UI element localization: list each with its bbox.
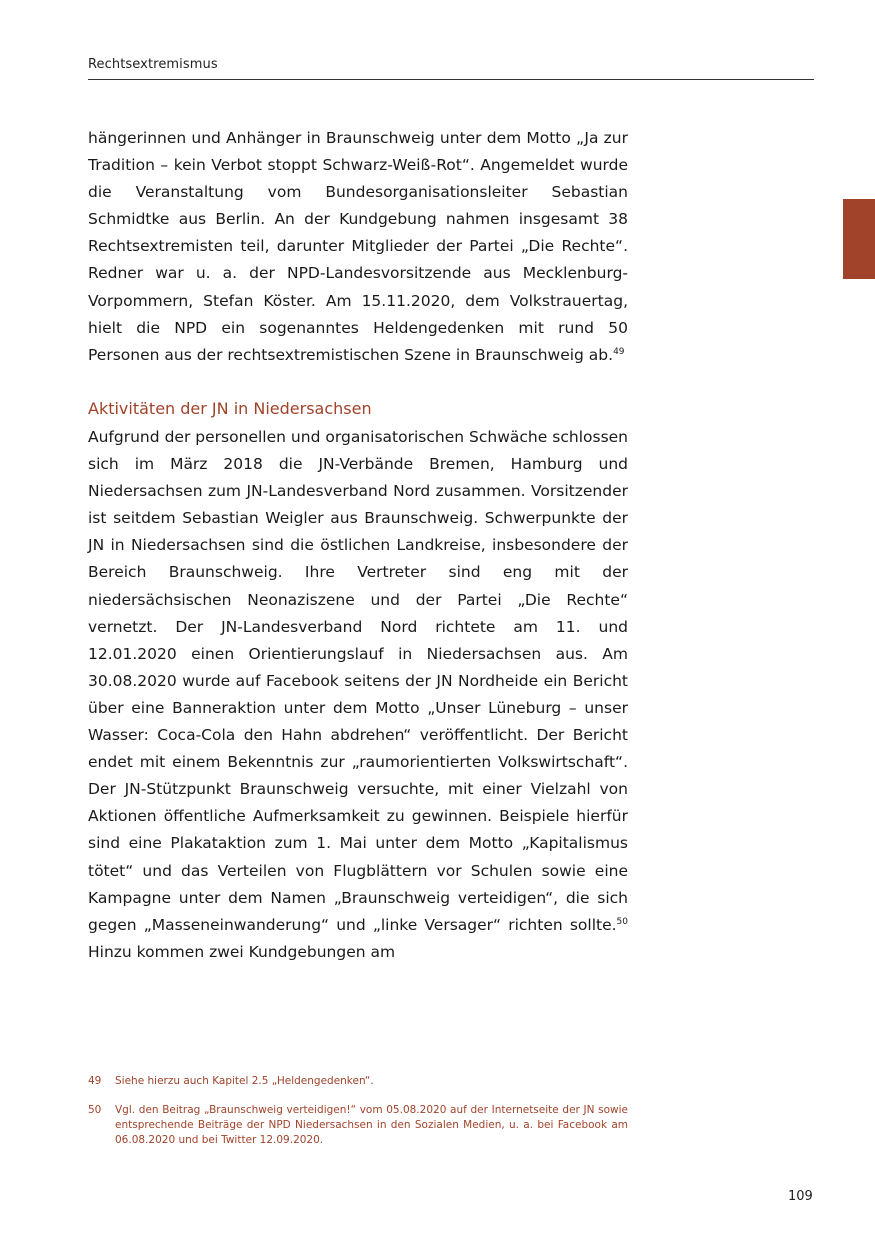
footnote-49	[88, 1074, 628, 1089]
body-paragraph-2	[88, 424, 628, 966]
paragraph-2-text: Aufgrund der personellen und organisatorischen Schwäche schlossen sich im März 2018 die JN-Verbände Bremen, Hamburg und Niedersachsen zum JN-Landesverband Nord zusammen. Vorsitzender ist seitdem Sebastian Weigler aus Braunschweig. Schwerpunkte der JN in Niedersachsen sind die östlichen Landkreise, insbesondere der Bereich Braunschweig. Ihre Vertreter sind eng mit der niedersächsischen Neonaziszene und der Partei „Die Rechte“ vernetzt. Der JN-Landesverband Nord richtete am 11. und 12.01.2020 einen Orientierungslauf in Niedersachsen aus. Am 30.08.2020 wurde auf Facebook seitens der JN Nordheide ein Bericht über eine Banneraktion unter dem Motto „Unser Lüneburg – unser Wasser: Coca-Cola den Hahn abdrehen“ veröffentlicht. Der Bericht endet mit einem Bekenntnis zur „raumorientierten Volkswirtschaft“. Der JN-Stützpunkt Braunschweig versuchte, mit einer Vielzahl von Aktionen öffentliche Aufmerksamkeit zu gewinnen. Beispiele hierfür sind eine Plakataktion zum 1. Mai unter dem Motto „Kapitalismus tötet“ und das Verteilen von Flugblättern vor Schulen sowie eine Kampagne unter dem Namen „Braunschweig verteidigen“, die sich gegen „Masseneinwanderung“ und „linke Versager“ richten sollte.	[88, 428, 628, 934]
footnote-50	[88, 1103, 628, 1148]
footnote-ref-50: 50	[616, 916, 628, 927]
footnote-ref-49: 49	[613, 346, 625, 357]
footnote-text: Vgl. den Beitrag „Braunschweig verteidigen!“ vom 05.08.2020 auf der Internetseite der JN sowie entsprechende Beiträge der NPD Niedersachsen in den Sozialen Medien, u. a. bei Facebook am 06.08.2020 und bei Twitter 12.09.2020.	[115, 1104, 628, 1146]
page-number: 109	[788, 1189, 813, 1204]
body-paragraph-1	[88, 125, 628, 369]
running-header: Rechtsextremismus	[88, 57, 218, 72]
paragraph-2-continuation: Hinzu kommen zwei Kundgebungen am	[88, 942, 396, 961]
footnote-text: Siehe hierzu auch Kapitel 2.5 „Heldengedenken“.	[115, 1075, 374, 1087]
paragraph-1-text: hängerinnen und Anhänger in Braunschweig unter dem Motto „Ja zur Tradition – kein Verbot stoppt Schwarz-Weiß-Rot“. Angemeldet wurde die Veranstaltung vom Bundesorganisationsleiter Sebastian Schmidtke aus Berlin. An der Kundgebung nahmen insgesamt 38 Rechtsextremisten teil, darunter Mitglieder der Partei „Die Rechte“. Redner war u. a. der NPD-Landesvorsitzende aus Mecklenburg-Vorpommern, Stefan Köster. Am 15.11.2020, dem Volkstrauertag, hielt die NPD ein sogenanntes Heldengedenken mit rund 50 Personen aus der rechtsextremistischen Szene in Braunschweig ab.	[88, 129, 628, 364]
section-heading: Aktivitäten der JN in Niedersachsen	[88, 399, 372, 418]
header-rule	[88, 79, 814, 80]
chapter-tab-marker	[843, 199, 875, 279]
footnote-number: 49	[88, 1075, 102, 1087]
footnote-number: 50	[88, 1104, 102, 1116]
